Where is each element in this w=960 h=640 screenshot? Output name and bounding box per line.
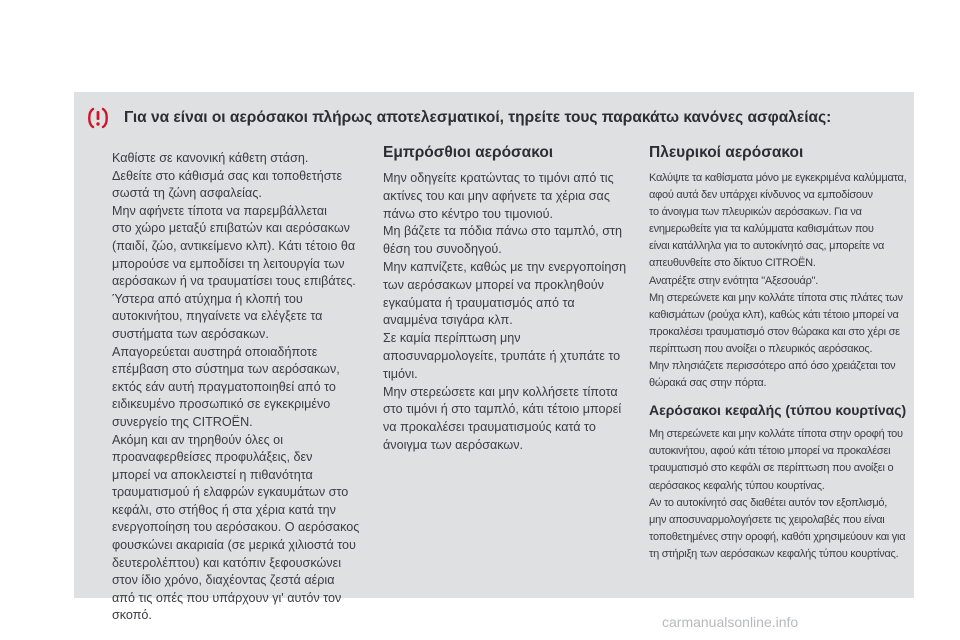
general-line: στον ίδιο χρόνο, διαχέοντας ζεστά αέρια [112,573,335,588]
curtain-line: Μη στερεώνετε και μην κολλάτε τίποτα στην οροφή του [649,428,903,441]
lateral-line: απευθυνθείτε στο δίκτυο CITROËN. [649,257,816,270]
lateral-line: ενημερωθείτε για τα καλύμματα καθισμάτων που [649,223,874,236]
front-line: άνοιγμα των αερόσακων. [383,437,524,452]
curtain-airbags-title: Αερόσακοι κεφαλής (τύπου κουρτίνας) [649,402,907,419]
lateral-line: Μη στερεώνετε και μην κολλάτε τίποτα στις πλάτες των [649,291,903,304]
front-line: Μην καπνίζετε, καθώς με την ενεργοποίηση [383,259,627,274]
general-line: (παιδί, ζώο, αντικείμενο κλπ). Κάτι τέτοιο θα [112,238,356,253]
general-line: επέμβαση στο σύστημα των αερόσακων, [112,362,340,377]
general-line: Μην αφήνετε τίποτα να παρεμβάλλεται [112,203,327,218]
general-line: από τις οπές που υπάρχουν γι' αυτόν τον [112,590,342,605]
front-airbags-text [383,170,635,455]
general-line: μπορούσε να εμποδίσει τη λειτουργία των [112,256,345,271]
front-line: τιμόνι. [383,366,418,381]
front-line: αναμμένα τσιγάρα κλπ. [383,313,513,328]
lateral-line: είναι κατάλληλα για το αυτοκίνητό σας, μπορείτε να [649,240,885,253]
lateral-line: Μην πλησιάζετε περισσότερο από όσο χρειάζεται τον [649,360,896,373]
front-line: Μην οδηγείτε κρατώντας το τιμόνι από τις [383,171,614,185]
general-line: ειδικευμένο προσωπικό σε εγκεκριμένο [112,397,331,412]
lateral-line: καθισμάτων (ρούχα κλπ), καθώς κάτι τέτοιο μπορεί να [649,308,899,321]
general-line: σωστά τη ζώνη ασφαλείας. [112,186,262,201]
curtain-line: τραυματισμό στο κεφάλι σε περίπτωση που ανοίξει ο [649,462,894,475]
curtain-airbags-text [649,426,911,563]
general-line: τραυματισμού ή ελαφρών εγκαυμάτων στο [112,485,349,500]
lateral-airbags-text [649,170,911,392]
general-line: φουσκώνει ακαριαία (σε μερικά χιλιοστά του [112,538,356,553]
safety-header [86,104,906,132]
general-line: Ύστερα από ατύχημα ή κλοπή του [112,291,303,306]
front-line: θέση του συνοδηγού. [383,242,502,257]
general-line: σκοπό. [112,608,152,623]
front-line: Μην στερεώσετε και μην κολλήσετε τίποτα [383,384,618,399]
front-line: Μη βάζετε τα πόδια πάνω στο ταμπλό, στη [383,224,623,239]
front-line: εγκαύματα ή τραυματισμός από τα [383,295,575,310]
lateral-line: το άνοιγμα των πλευρικών αερόσακων. Για να [649,206,862,219]
lateral-line: Καλύψτε τα καθίσματα μόνο με εγκεκριμένα καλύμματα, [649,172,907,184]
curtain-line: αερόσακος κεφαλής τύπου κουρτίνας. [649,479,825,492]
general-line: Δεθείτε στο κάθισμά σας και τοποθετήστε [112,168,343,183]
front-line: των αερόσακων μπορεί να προκληθούν [383,277,604,292]
general-line: προαναφερθείσες προφυλάξεις, δεν [112,450,313,465]
general-line: δευτερολέπτου) και κατόπιν ξεφουσκώνει [112,555,342,570]
general-line: κεφάλι, στο στήθος ή στα χέρια κατά την [112,502,336,517]
watermark: carmanualsonline.info [662,614,799,630]
lateral-airbags-section [649,144,911,563]
curtain-line: τη στήριξη των αερόσακων κεφαλής τύπου κουρτίνας. [649,547,899,560]
general-line: ενεργοποίηση του αερόσακου. Ο αερόσακος [112,520,360,535]
general-rules [112,150,372,625]
front-line: να προκαλέσει τραυματισμούς κατά το [383,420,596,435]
general-line: συστήματα των αερόσακων. [112,326,269,341]
page-title: Για να είναι οι αερόσακοι πλήρως αποτελεσματικοί, τηρείτε τους παρακάτω κανόνες ασφαλείας: [124,109,832,126]
lateral-line: θώρακά σας στην πόρτα. [649,377,767,390]
front-line: στο τιμόνι ή στο ταμπλό, κάτι τέτοιο μπορεί [383,402,622,417]
general-line: Ακόμη και αν τηρηθούν όλες οι [112,432,283,447]
front-line: πάνω στο κέντρο του τιμονιού. [383,206,554,221]
lateral-line: Ανατρέξτε στην ενότητα "Αξεσουάρ". [649,274,819,287]
lateral-line: προκαλέσει τραυματισμό στον θώρακα και στο χέρι σε [649,325,900,338]
airbag-warning-icon [86,107,110,129]
curtain-line: μην αποσυναρμολογήσετε τις χειρολαβές που είναι [649,513,885,526]
general-line: μπορεί να αποκλειστεί η πιθανότητα [112,467,313,482]
front-line: ακτίνες του και μην αφήνετε τα χέρια σας [383,188,610,203]
front-line: Σε καμία περίπτωση μην [383,331,521,346]
general-line: Απαγορεύεται αυστηρά οποιαδήποτε [112,344,318,359]
general-line: στο χώρο μεταξύ επιβατών και αερόσακων [112,221,350,236]
front-airbags-section [383,144,635,455]
curtain-line: τοποθετημένες στην οροφή, καθότι χρησιμεύουν και για [649,530,906,543]
front-airbags-title: Εμπρόσθιοι αερόσακοι [383,144,554,161]
general-line: συνεργείο της CITROËN. [112,414,253,429]
general-line: αερόσακων ή να τραυματίσει τους επιβάτες. [112,274,356,289]
curtain-line: αυτοκινήτου, αφού κάτι τέτοιο μπορεί να προκαλέσει [649,445,891,458]
lateral-line: περίπτωση που ανοίξει ο πλευρικός αερόσακος. [649,342,873,355]
front-line: αποσυναρμολογείτε, τρυπάτε ή χτυπάτε το [383,348,621,363]
general-line: εκτός εάν αυτή πραγματοποιηθεί από το [112,379,336,394]
lateral-airbags-title: Πλευρικοί αερόσακοι [649,144,804,161]
lateral-line: αφού αυτά δεν υπάρχει κίνδυνος να εμποδίσουν [649,189,873,202]
curtain-line: Αν το αυτοκίνητό σας διαθέτει αυτόν τον εξοπλισμό, [649,496,888,509]
general-line: αυτοκινήτου, πηγαίνετε να ελέγξετε τα [112,309,323,324]
general-line: Καθίστε σε κανονική κάθετη στάση. [112,151,309,165]
